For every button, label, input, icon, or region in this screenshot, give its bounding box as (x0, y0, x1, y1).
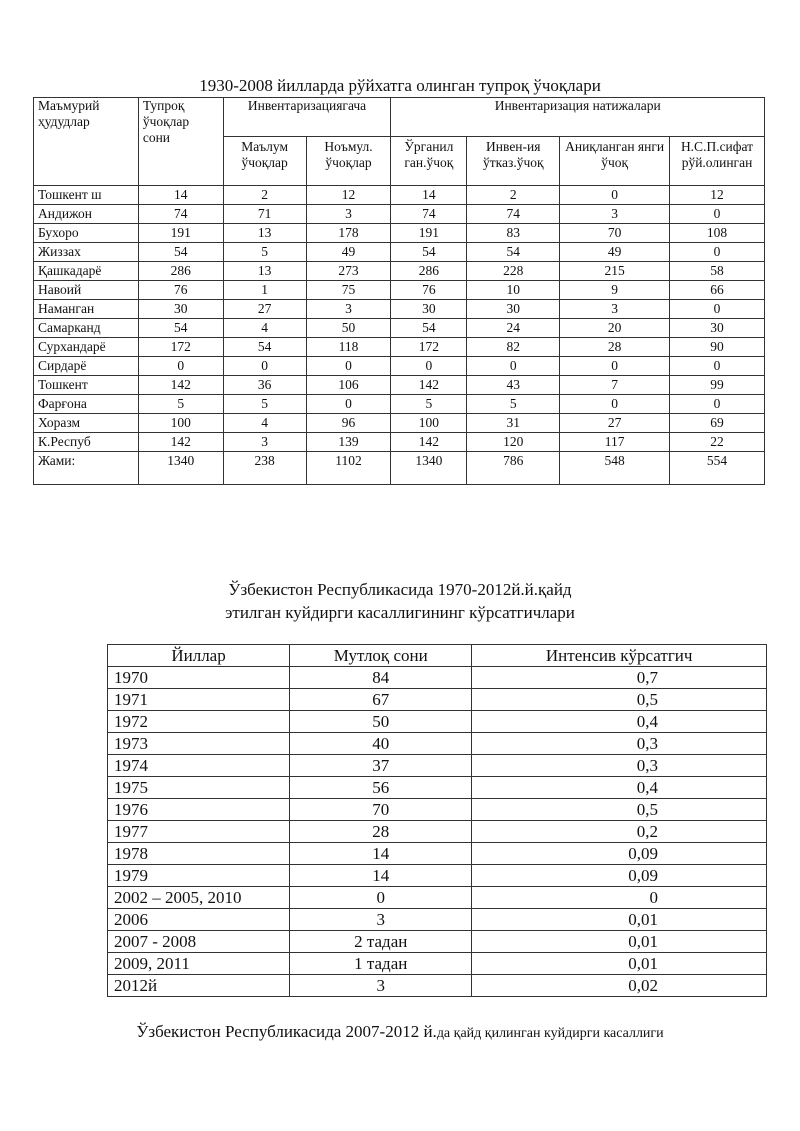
value-cell: 76 (138, 281, 223, 300)
value-cell: 273 (306, 262, 391, 281)
year-cell: 2002 – 2005, 2010 (108, 887, 290, 909)
intensity-cell: 0,3 (472, 733, 767, 755)
region-cell: Наманган (34, 300, 139, 319)
region-cell: Сурхандарё (34, 338, 139, 357)
value-cell: 0 (391, 357, 467, 376)
value-cell: 0 (560, 395, 670, 414)
table-row (34, 357, 765, 376)
value-cell: 228 (467, 262, 560, 281)
value-cell: 1102 (306, 452, 391, 485)
value-cell: 31 (467, 414, 560, 433)
intensity-cell: 0,2 (472, 821, 767, 843)
anthrax-incidence-table (107, 644, 767, 997)
value-cell: 1340 (138, 452, 223, 485)
value-cell: 70 (560, 224, 670, 243)
value-cell: 74 (391, 205, 467, 224)
intensity-cell: 0,01 (472, 931, 767, 953)
value-cell: 76 (391, 281, 467, 300)
intensity-cell: 0 (472, 887, 767, 909)
value-cell: 142 (138, 376, 223, 395)
count-cell: 50 (290, 711, 472, 733)
value-cell: 0 (467, 357, 560, 376)
region-cell: Фарғона (34, 395, 139, 414)
count-cell: 2 тадан (290, 931, 472, 953)
value-cell: 3 (223, 433, 306, 452)
value-cell: 43 (467, 376, 560, 395)
value-cell: 28 (560, 338, 670, 357)
value-cell: 0 (223, 357, 306, 376)
header-before-inventory: Инвентаризациягача (223, 98, 391, 137)
value-cell: 54 (138, 319, 223, 338)
table-row (108, 975, 767, 997)
region-cell: Жиззах (34, 243, 139, 262)
value-cell: 75 (306, 281, 391, 300)
year-cell: 1976 (108, 799, 290, 821)
value-cell: 5 (223, 395, 306, 414)
value-cell: 0 (138, 357, 223, 376)
soil-foci-table (33, 97, 765, 485)
count-cell: 14 (290, 843, 472, 865)
year-cell: 1978 (108, 843, 290, 865)
intensity-cell: 0,3 (472, 755, 767, 777)
region-cell: К.Респуб (34, 433, 139, 452)
caption (0, 1022, 800, 1042)
count-cell: Мутлоқ сони (290, 645, 472, 667)
value-cell: 191 (391, 224, 467, 243)
intensity-cell: 0,01 (472, 953, 767, 975)
value-cell: 30 (467, 300, 560, 319)
value-cell: 238 (223, 452, 306, 485)
value-cell: 4 (223, 414, 306, 433)
table-row (34, 205, 765, 224)
table-row (34, 433, 765, 452)
count-cell: 28 (290, 821, 472, 843)
intensity-cell: Интенсив кўрсатгич (472, 645, 767, 667)
table2-title-line1: Ўзбекистон Республикасида 1970-2012й.й.қайд (228, 580, 572, 599)
value-cell: 100 (138, 414, 223, 433)
value-cell: 71 (223, 205, 306, 224)
intensity-cell: 0,01 (472, 909, 767, 931)
region-cell: Жами: (34, 452, 139, 485)
value-cell: 96 (306, 414, 391, 433)
year-cell: 1971 (108, 689, 290, 711)
value-cell: 10 (467, 281, 560, 300)
value-cell: 0 (670, 395, 765, 414)
table-row (108, 931, 767, 953)
value-cell: 1340 (391, 452, 467, 485)
count-cell: 3 (290, 909, 472, 931)
subheader-4: Аниқланган янги ўчоқ (560, 137, 670, 186)
region-cell: Сирдарё (34, 357, 139, 376)
caption-small: да қайд қилинган куйдирги касаллиги (436, 1026, 664, 1041)
header-inventory-results: Инвентаризация натижалари (391, 98, 765, 137)
header-region: Маъмурий ҳудудлар (34, 98, 139, 186)
year-cell: 2009, 2011 (108, 953, 290, 975)
region-cell: Навоий (34, 281, 139, 300)
table-row (108, 711, 767, 733)
year-cell: 1974 (108, 755, 290, 777)
table-row (34, 281, 765, 300)
value-cell: 0 (670, 300, 765, 319)
value-cell: 7 (560, 376, 670, 395)
value-cell: 0 (560, 357, 670, 376)
subheader-0: Маълум ўчоқлар (223, 137, 306, 186)
table-row (108, 887, 767, 909)
year-cell: 2007 - 2008 (108, 931, 290, 953)
subheader-5: Н.С.П.сифат рўй.олинган (670, 137, 765, 186)
value-cell: 191 (138, 224, 223, 243)
value-cell: 14 (391, 186, 467, 205)
table-row (34, 338, 765, 357)
intensity-cell: 0,09 (472, 843, 767, 865)
subheader-3: Инвен-ия ўтказ.ўчоқ (467, 137, 560, 186)
value-cell: 58 (670, 262, 765, 281)
count-cell: 70 (290, 799, 472, 821)
value-cell: 178 (306, 224, 391, 243)
value-cell: 142 (391, 433, 467, 452)
value-cell: 54 (467, 243, 560, 262)
total-row (34, 452, 765, 485)
value-cell: 106 (306, 376, 391, 395)
intensity-cell: 0,09 (472, 865, 767, 887)
value-cell: 74 (467, 205, 560, 224)
region-cell: Тошкент (34, 376, 139, 395)
value-cell: 0 (306, 395, 391, 414)
year-cell: 1977 (108, 821, 290, 843)
value-cell: 786 (467, 452, 560, 485)
value-cell: 0 (670, 243, 765, 262)
value-cell: 83 (467, 224, 560, 243)
value-cell: 30 (138, 300, 223, 319)
year-cell: 1973 (108, 733, 290, 755)
value-cell: 5 (467, 395, 560, 414)
value-cell: 286 (391, 262, 467, 281)
table-row (34, 300, 765, 319)
value-cell: 548 (560, 452, 670, 485)
header-row (108, 645, 767, 667)
value-cell: 27 (223, 300, 306, 319)
table-row (34, 243, 765, 262)
table-row (108, 799, 767, 821)
table-row (34, 395, 765, 414)
value-cell: 0 (670, 357, 765, 376)
value-cell: 172 (391, 338, 467, 357)
value-cell: 14 (138, 186, 223, 205)
year-cell: 1972 (108, 711, 290, 733)
value-cell: 69 (670, 414, 765, 433)
count-cell: 84 (290, 667, 472, 689)
value-cell: 139 (306, 433, 391, 452)
region-cell: Андижон (34, 205, 139, 224)
table1-title: 1930-2008 йилларда рўйхатга олинган тупроқ ўчоқлари (199, 76, 601, 95)
value-cell: 54 (391, 243, 467, 262)
intensity-cell: 0,5 (472, 799, 767, 821)
value-cell: 2 (223, 186, 306, 205)
table-row (108, 909, 767, 931)
value-cell: 3 (306, 205, 391, 224)
count-cell: 56 (290, 777, 472, 799)
value-cell: 54 (138, 243, 223, 262)
year-cell: 2012й (108, 975, 290, 997)
value-cell: 54 (223, 338, 306, 357)
value-cell: 554 (670, 452, 765, 485)
value-cell: 0 (560, 186, 670, 205)
table-row (108, 755, 767, 777)
table-row (34, 414, 765, 433)
count-cell: 3 (290, 975, 472, 997)
year-cell: 1970 (108, 667, 290, 689)
value-cell: 5 (391, 395, 467, 414)
region-cell: Хоразм (34, 414, 139, 433)
count-cell: 37 (290, 755, 472, 777)
value-cell: 36 (223, 376, 306, 395)
caption-main: Ўзбекистон Республикасида 2007-2012 й. (136, 1022, 437, 1041)
value-cell: 12 (306, 186, 391, 205)
value-cell: 100 (391, 414, 467, 433)
value-cell: 172 (138, 338, 223, 357)
value-cell: 0 (670, 205, 765, 224)
value-cell: 30 (670, 319, 765, 338)
value-cell: 13 (223, 262, 306, 281)
table-row (108, 667, 767, 689)
table-row (108, 689, 767, 711)
region-cell: Қашкадарё (34, 262, 139, 281)
value-cell: 120 (467, 433, 560, 452)
value-cell: 118 (306, 338, 391, 357)
table2-title (0, 578, 800, 624)
value-cell: 108 (670, 224, 765, 243)
region-cell: Тошкент ш (34, 186, 139, 205)
value-cell: 30 (391, 300, 467, 319)
intensity-cell: 0,4 (472, 777, 767, 799)
table-row (108, 953, 767, 975)
table-row (108, 843, 767, 865)
intensity-cell: 0,5 (472, 689, 767, 711)
value-cell: 50 (306, 319, 391, 338)
table-row (34, 186, 765, 205)
table-row (108, 777, 767, 799)
value-cell: 1 (223, 281, 306, 300)
value-cell: 90 (670, 338, 765, 357)
intensity-cell: 0,7 (472, 667, 767, 689)
value-cell: 142 (138, 433, 223, 452)
value-cell: 3 (560, 300, 670, 319)
region-cell: Самарканд (34, 319, 139, 338)
value-cell: 74 (138, 205, 223, 224)
intensity-cell: 0,02 (472, 975, 767, 997)
region-cell: Бухоро (34, 224, 139, 243)
count-cell: 14 (290, 865, 472, 887)
count-cell: 1 тадан (290, 953, 472, 975)
year-cell: Йиллар (108, 645, 290, 667)
table-row (34, 376, 765, 395)
header-total: Тупроқ ўчоқлар сони (138, 98, 223, 186)
value-cell: 82 (467, 338, 560, 357)
table-row (108, 821, 767, 843)
value-cell: 5 (138, 395, 223, 414)
year-cell: 1975 (108, 777, 290, 799)
value-cell: 5 (223, 243, 306, 262)
count-cell: 40 (290, 733, 472, 755)
value-cell: 2 (467, 186, 560, 205)
value-cell: 24 (467, 319, 560, 338)
value-cell: 66 (670, 281, 765, 300)
table2-title-line2: этилган куйдирги касаллигининг кўрсатгичлари (225, 603, 575, 622)
count-cell: 67 (290, 689, 472, 711)
table-row (34, 319, 765, 338)
value-cell: 4 (223, 319, 306, 338)
intensity-cell: 0,4 (472, 711, 767, 733)
value-cell: 54 (391, 319, 467, 338)
value-cell: 215 (560, 262, 670, 281)
subheader-2: Ўрганил ган.ўчоқ (391, 137, 467, 186)
subheader-1: Ноъмул. ўчоқлар (306, 137, 391, 186)
value-cell: 0 (306, 357, 391, 376)
value-cell: 22 (670, 433, 765, 452)
table-row (34, 224, 765, 243)
value-cell: 9 (560, 281, 670, 300)
table-row (108, 865, 767, 887)
value-cell: 286 (138, 262, 223, 281)
count-cell: 0 (290, 887, 472, 909)
value-cell: 13 (223, 224, 306, 243)
table-row (34, 262, 765, 281)
value-cell: 99 (670, 376, 765, 395)
value-cell: 20 (560, 319, 670, 338)
value-cell: 49 (306, 243, 391, 262)
value-cell: 3 (306, 300, 391, 319)
value-cell: 142 (391, 376, 467, 395)
value-cell: 12 (670, 186, 765, 205)
table-row (108, 733, 767, 755)
value-cell: 49 (560, 243, 670, 262)
value-cell: 27 (560, 414, 670, 433)
value-cell: 117 (560, 433, 670, 452)
year-cell: 1979 (108, 865, 290, 887)
value-cell: 3 (560, 205, 670, 224)
year-cell: 2006 (108, 909, 290, 931)
